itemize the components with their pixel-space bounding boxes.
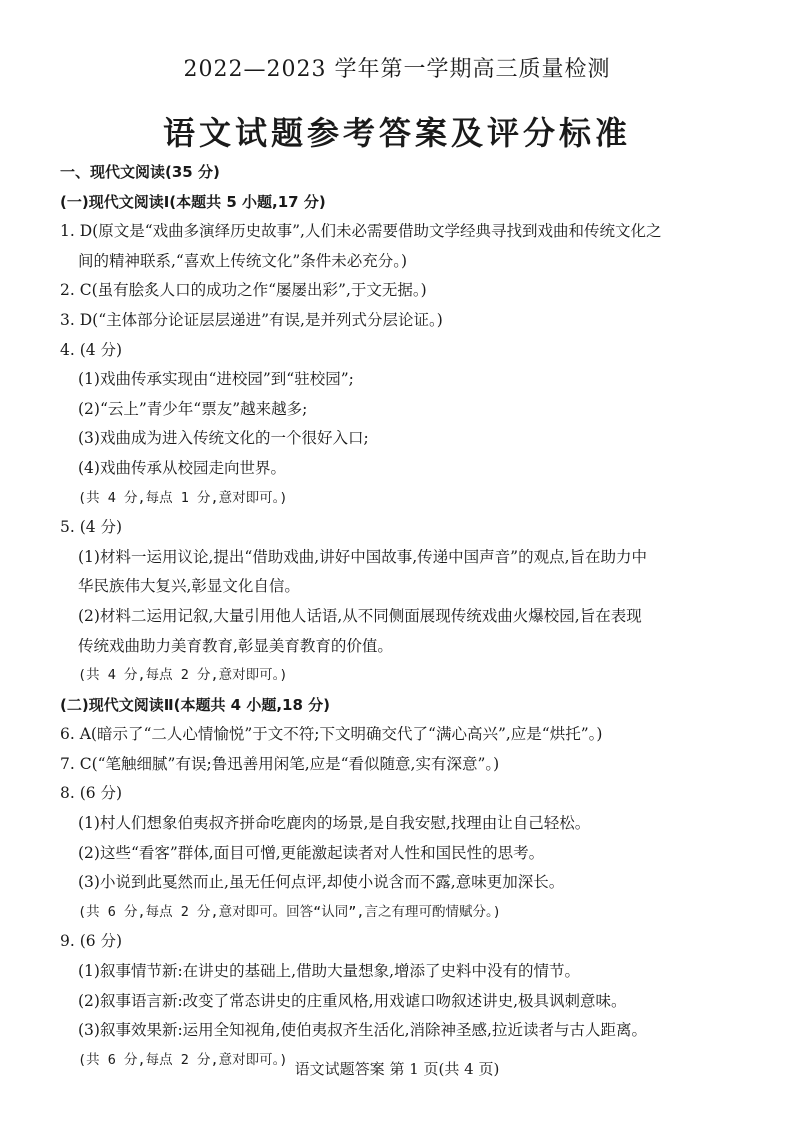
answer-point: (1)村人们想象伯夷叔齐拼命吃鹿肉的场景,是自我安慰,找理由让自己轻松。 [78,814,591,833]
answer-item: 2. C(虽有脍炙人口的成功之作“屡屡出彩”,于文无据。) [60,281,427,300]
scoring-note: (共 6 分,每点 2 分,意对即可。回答“认同”,言之有理可酌情赋分。) [78,903,501,920]
answer-point: (2)叙事语言新:改变了常态讲史的庄重风格,用戏谑口吻叙述讲史,极具讽刺意味。 [78,991,627,1010]
answer-point: (2)“云上”青少年“票友”越来越多; [78,399,308,418]
answer-point: (1)叙事情节新:在讲史的基础上,借助大量想象,增添了史料中没有的情节。 [78,962,581,981]
answer-point: (3)叙事效果新:运用全知视角,使伯夷叔齐生活化,消除神圣感,拉近读者与古人距离。 [78,1021,647,1040]
answer-point: (3)戏曲成为进入传统文化的一个很好入口; [78,429,369,448]
exam-title: 2022—2023 学年第一学期高三质量检测 [183,57,611,82]
section-heading: (一)现代文阅读Ⅰ(本题共 5 小题,17 分) [60,192,326,211]
answer-item: 1. D(原文是“戏曲多演绎历史故事”,人们未必需要借助文学经典寻找到戏曲和传统文化之 [60,222,662,241]
answer-item: 8. (6 分) [60,784,123,803]
document-title: 语文试题参考答案及评分标准 [162,114,631,152]
answer-item: 4. (4 分) [60,340,123,359]
answer-continuation: 华民族伟大复兴,彰显文化自信。 [78,577,300,596]
answer-item: 6. A(暗示了“二人心情愉悦”于文不符;下文明确交代了“满心高兴”,应是“烘托”。) [60,725,603,744]
answer-continuation: 传统戏曲助力美育教育,彰显美育教育的价值。 [78,636,393,655]
answer-point: (4)戏曲传承从校园走向世界。 [78,458,286,477]
scoring-note: (共 6 分,每点 2 分,意对即可。) [78,1051,288,1068]
answer-item: 3. D(“主体部分论证层层递进”有误,是并列式分层论证。) [60,310,443,329]
section-heading: (二)现代文阅读Ⅱ(本题共 4 小题,18 分) [60,695,330,714]
answer-point: (2)材料二运用记叙,大量引用他人话语,从不同侧面展现传统戏曲火爆校园,旨在表现 [78,606,642,625]
answer-point: (1)戏曲传承实现由“进校园”到“驻校园”; [78,370,354,389]
answer-item: 5. (4 分) [60,518,123,537]
section-heading: 一、现代文阅读(35 分) [60,163,220,181]
answer-continuation: 间的精神联系,“喜欢上传统文化”条件未必充分。) [78,251,408,270]
answer-item: 9. (6 分) [60,932,123,951]
page-footer: 语文试题答案 第 1 页(共 4 页) [294,1060,500,1078]
scoring-note: (共 4 分,每点 1 分,意对即可。) [78,489,288,506]
scoring-note: (共 4 分,每点 2 分,意对即可。) [78,667,288,684]
answer-content [60,158,740,1075]
answer-point: (3)小说到此戛然而止,虽无任何点评,却使小说含而不露,意味更加深长。 [78,873,565,892]
answer-point: (1)材料一运用议论,提出“借助戏曲,讲好中国故事,传递中国声音”的观点,旨在助力中 [78,547,648,566]
answer-item: 7. C(“笔触细腻”有误;鲁迅善用闲笔,应是“看似随意,实有深意”。) [60,754,500,773]
answer-point: (2)这些“看客”群体,面目可憎,更能激起读者对人性和国民性的思考。 [78,843,545,862]
